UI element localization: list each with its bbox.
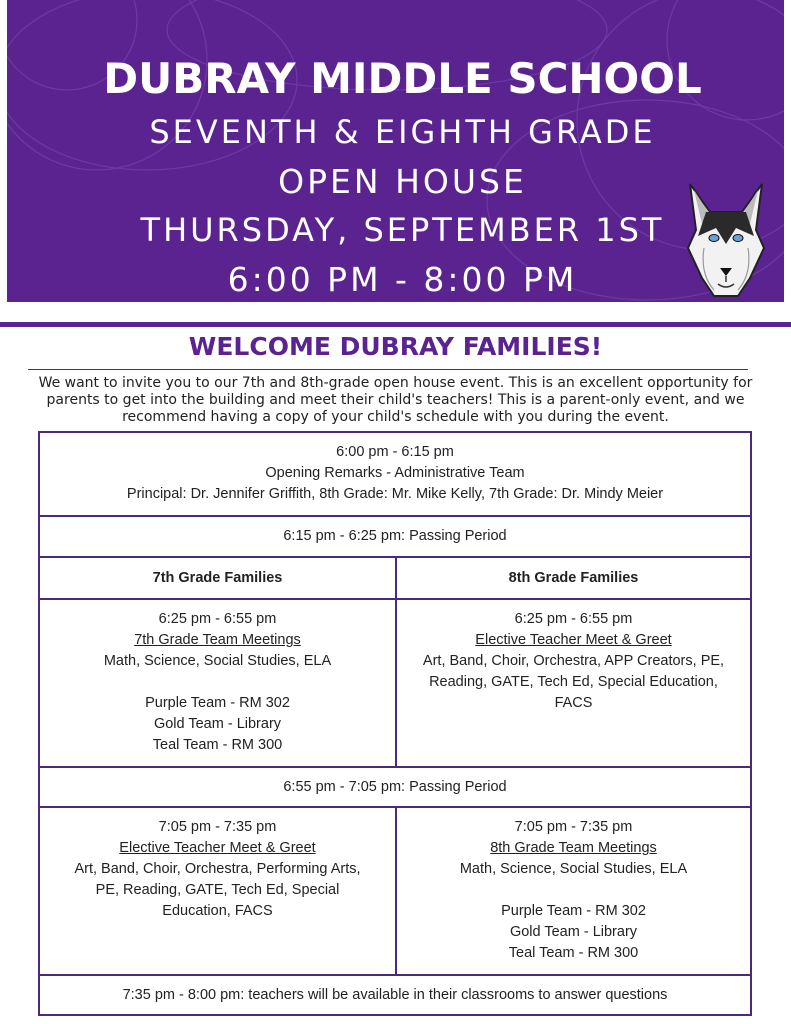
- block1-row: [39, 599, 751, 767]
- opening-row: [39, 432, 751, 516]
- event-date: THURSDAY, SEPTEMBER 1ST: [140, 211, 665, 249]
- block2-8th-subjects: Math, Science, Social Studies, ELA: [459, 861, 688, 877]
- intro-line: We want to invite you to our 7th and 8th-grade open house event. This is an excellent opportunity for: [38, 375, 753, 391]
- divider-thin: [28, 369, 748, 370]
- closing-row: [39, 975, 751, 1015]
- block1-8th-line: Art, Band, Choir, Orchestra, APP Creators, PE,: [422, 653, 725, 669]
- opening-cell: [39, 432, 751, 516]
- header-banner: [7, 0, 784, 302]
- block2-8th-team: Teal Team - RM 300: [508, 945, 639, 961]
- passing-row: [39, 767, 751, 807]
- block2-8th-team: Purple Team - RM 302: [501, 903, 646, 919]
- block1-7th-cell: [39, 599, 396, 767]
- opening-title: Opening Remarks - Administrative Team: [265, 465, 525, 481]
- passing-period-1: 6:15 pm - 6:25 pm: Passing Period: [39, 516, 751, 557]
- school-name: DUBRAY MIDDLE SCHOOL: [103, 54, 702, 103]
- block2-7th-line: PE, Reading, GATE, Tech Ed, Special: [95, 882, 340, 898]
- block1-8th-cell: [396, 599, 751, 767]
- closing-cell: 7:35 pm - 8:00 pm: teachers will be available in their classrooms to answer questions: [39, 975, 751, 1015]
- divider-thick: [0, 322, 791, 327]
- block1-7th-team: Purple Team - RM 302: [145, 695, 290, 711]
- block2-8th-cell: [396, 807, 751, 975]
- block2-row: [39, 807, 751, 975]
- header-8th-grade: 8th Grade Families: [396, 557, 751, 599]
- block1-7th-team: Teal Team - RM 300: [152, 737, 283, 753]
- intro-line: recommend having a copy of your child's schedule with you during the event.: [122, 409, 669, 425]
- block2-7th-title: Elective Teacher Meet & Greet: [119, 840, 316, 856]
- schedule-table: [38, 431, 752, 1016]
- grade-line: SEVENTH & EIGHTH GRADE: [149, 113, 656, 151]
- block1-8th-title: Elective Teacher Meet & Greet: [475, 632, 672, 648]
- column-header-row: [39, 557, 751, 599]
- passing-row: [39, 516, 751, 557]
- block2-8th-time: 7:05 pm - 7:35 pm: [514, 819, 633, 835]
- block1-7th-time: 6:25 pm - 6:55 pm: [158, 611, 277, 627]
- block1-7th-title: 7th Grade Team Meetings: [134, 632, 301, 648]
- block2-7th-time: 7:05 pm - 7:35 pm: [158, 819, 277, 835]
- swirl-decoration: [7, 0, 784, 302]
- opening-time: 6:00 pm - 6:15 pm: [336, 444, 454, 460]
- welcome-heading: WELCOME DUBRAY FAMILIES!: [188, 332, 603, 361]
- block2-7th-line: Art, Band, Choir, Orchestra, Performing Arts,: [74, 861, 361, 877]
- block2-8th-title: 8th Grade Team Meetings: [490, 840, 657, 856]
- husky-mascot-icon: [684, 178, 768, 302]
- block1-8th-time: 6:25 pm - 6:55 pm: [514, 611, 633, 627]
- intro-line: parents to get into the building and meet their child's teachers! This is a parent-only event, and we: [46, 392, 745, 408]
- event-name: OPEN HOUSE: [278, 162, 527, 201]
- intro-paragraph: [22, 375, 769, 426]
- event-time: 6:00 PM - 8:00 PM: [227, 260, 578, 299]
- block1-7th-subjects: Math, Science, Social Studies, ELA: [103, 653, 332, 669]
- block2-7th-line: Education, FACS: [162, 903, 273, 919]
- opening-people: Principal: Dr. Jennifer Griffith, 8th Grade: Mr. Mike Kelly, 7th Grade: Dr. Mindy Meier: [126, 486, 664, 502]
- block1-8th-line: Reading, GATE, Tech Ed, Special Education,: [429, 674, 718, 690]
- block2-8th-team: Gold Team - Library: [509, 924, 638, 940]
- header-7th-grade: 7th Grade Families: [39, 557, 396, 599]
- block2-7th-cell: [39, 807, 396, 975]
- block1-8th-line: FACS: [554, 695, 593, 711]
- passing-period-2: 6:55 pm - 7:05 pm: Passing Period: [39, 767, 751, 807]
- block1-7th-team: Gold Team - Library: [153, 716, 282, 732]
